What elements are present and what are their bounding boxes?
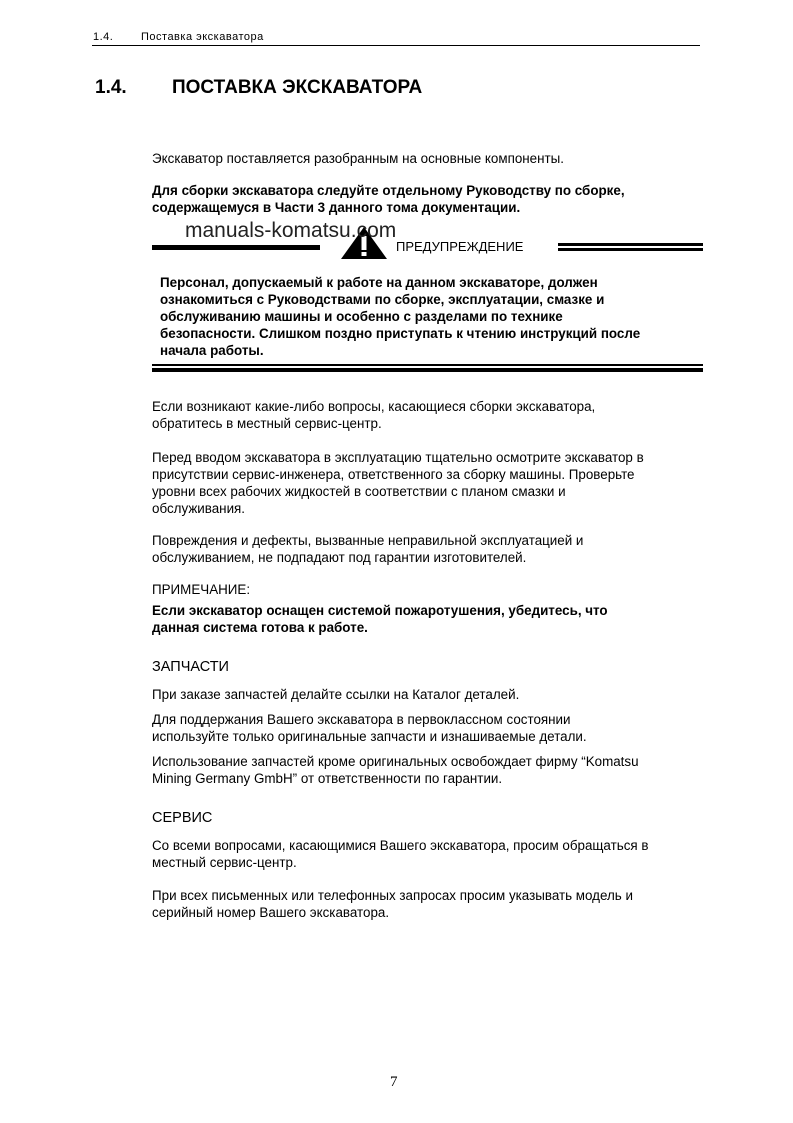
text-line: Mining Germany GmbH” от ответственности по гарантии. [152,771,503,786]
paragraph [152,753,712,787]
warning-text [160,274,705,359]
page-number: 7 [390,1074,398,1090]
warning-bottom-rule-thick [152,368,703,372]
text-line: начала работы. [160,343,264,358]
text-line: ознакомиться с Руководствами по сборке, эксплуатации, смазке и [160,292,605,307]
assembly-instruction [152,182,712,216]
service-heading: СЕРВИС [152,810,213,826]
text-line: Для поддержания Вашего экскаватора в первоклассном состоянии [152,712,571,727]
warning-left-bar [152,245,320,250]
text-line: обслуживанию машины и особенно с разделами по технике [160,309,563,324]
text-line: обратитесь в местный сервис-центр. [152,416,382,431]
intro-paragraph: Экскаватор поставляется разобранным на основные компоненты. [152,151,564,166]
text-line: При всех письменных или телефонных запросах просим указывать модель и [152,888,633,903]
text-line: Повреждения и дефекты, вызванные неправильной эксплуатацией и [152,533,584,548]
text-line: Если экскаватор оснащен системой пожаротушения, убедитесь, что [152,603,608,618]
paragraph [152,532,712,566]
title-text: ПОСТАВКА ЭКСКАВАТОРА [172,77,423,98]
text-line: безопасности. Слишком поздно приступать к чтению инструкций после [160,326,641,341]
text-line: местный сервис-центр. [152,855,297,870]
text-line: присутствии сервис-инженера, ответственного за сборку машины. Проверьте [152,467,635,482]
watermark: manuals-komatsu.com [185,219,397,242]
note-text [152,602,712,636]
paragraph: При заказе запчастей делайте ссылки на Каталог деталей. [152,687,520,702]
paragraph [152,711,712,745]
paragraph [152,449,712,517]
text-line: серийный номер Вашего экскаватора. [152,905,390,920]
warning-bottom-rule-thin [152,364,703,366]
paragraph [152,837,712,871]
text-line: Для сборки экскаватора следуйте отдельному Руководству по сборке, [152,183,625,198]
warning-right-rule-bottom [558,248,703,251]
text-line: содержащемуся в Части 3 данного тома документации. [152,200,521,215]
text-line: обслуживанием, не подпадают под гарантии изготовителей. [152,550,527,565]
header-section-title: Поставка экскаватора [141,31,264,43]
text-line: Если возникают какие-либо вопросы, касающиеся сборки экскаватора, [152,399,596,414]
running-header [93,31,264,43]
text-line: данная система готова к работе. [152,620,368,635]
text-line: уровни всех рабочих жидкостей в соответствии с планом смазки и [152,484,566,499]
text-line: Персонал, допускаемый к работе на данном экскаваторе, должен [160,275,598,290]
parts-heading: ЗАПЧАСТИ [152,659,229,675]
note-heading: ПРИМЕЧАНИЕ: [152,582,251,597]
header-section-number: 1.4. [93,31,114,43]
text-line: Перед вводом экскаватора в эксплуатацию тщательно осмотрите экскаватор в [152,450,644,465]
text-line: обслуживания. [152,501,246,516]
paragraph [152,887,712,921]
text-line: Со всеми вопросами, касающимися Вашего экскаватора, просим обращаться в [152,838,649,853]
title-number: 1.4. [95,77,127,98]
text-line: Использование запчастей кроме оригинальных освобождает фирму “Komatsu [152,754,639,769]
warning-right-rule-top [558,243,703,246]
header-rule [92,45,700,46]
paragraph [152,398,712,432]
page-title [95,77,422,99]
text-line: используйте только оригинальные запчасти и изнашиваемые детали. [152,729,587,744]
warning-label: ПРЕДУПРЕЖДЕНИЕ [396,239,524,254]
